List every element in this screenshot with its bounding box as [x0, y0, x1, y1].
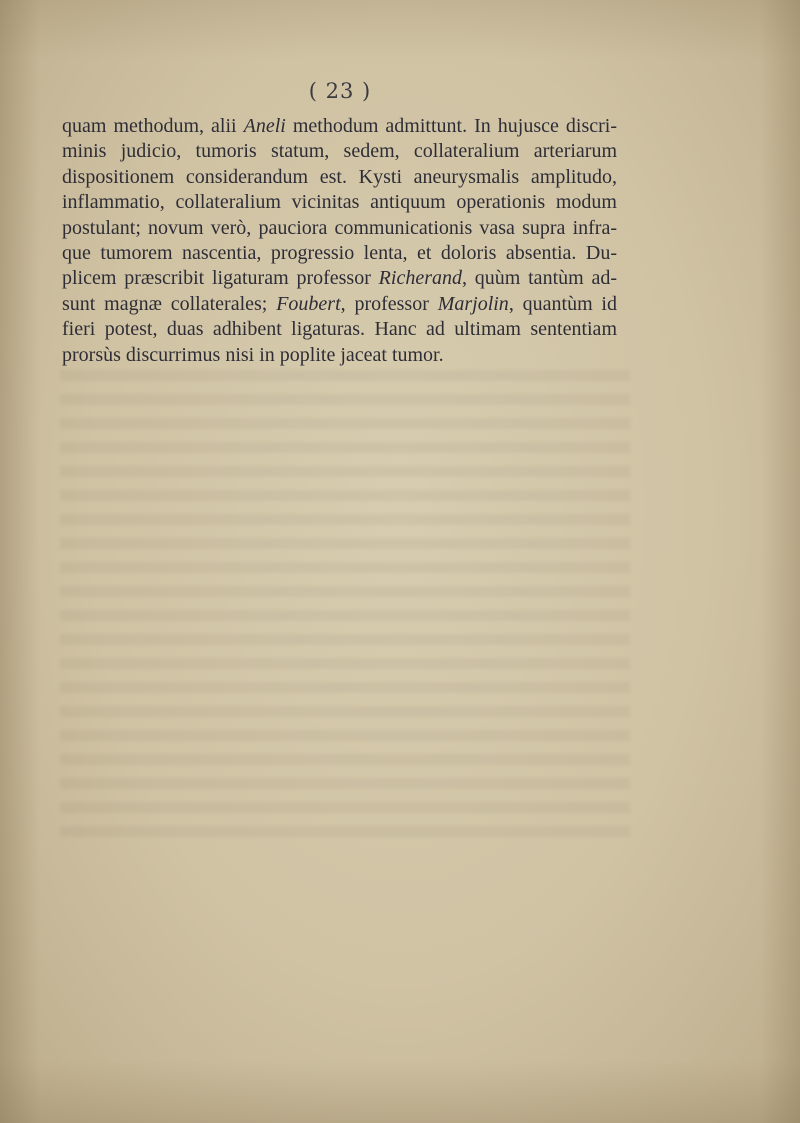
text-segment: quam methodum, alii [62, 115, 244, 137]
italic-name: Foubert [276, 292, 341, 315]
text-segment: inflammatio, collateralium vicinitas antiquum operationis modum [62, 191, 617, 214]
text-segment: , professor [340, 292, 438, 315]
text-line [62, 190, 617, 215]
show-through-bleed [60, 370, 630, 840]
text-line [62, 139, 617, 164]
body-text [62, 114, 617, 368]
page-number: ( 23 ) [308, 79, 372, 103]
text-segment: sunt magnæ collaterales; [62, 292, 277, 315]
text-line [62, 343, 617, 368]
text-segment: plicem præscribit ligaturam professor [62, 267, 379, 290]
text-line [62, 114, 617, 139]
text-line [62, 241, 617, 266]
text-line [62, 317, 617, 342]
text-line [62, 292, 617, 317]
italic-name: Marjolin [437, 292, 509, 315]
text-segment: methodum admittunt. In hujusce discri- [285, 115, 617, 137]
text-segment: , quantùm id [508, 292, 617, 315]
text-segment: dispositionem considerandum est. Kysti aneurysmalis amplitudo, [62, 165, 617, 188]
text-segment: minis judicio, tumoris statum, sedem, collateralium arteriarum [62, 140, 617, 163]
text-segment: que tumorem nascentia, progressio lenta, et doloris absentia. Du- [62, 241, 617, 264]
text-line [62, 216, 617, 241]
text-segment: fieri potest, duas adhibent ligaturas. Hanc ad ultimam sententiam [62, 318, 617, 341]
italic-name: Aneli [243, 115, 286, 137]
text-line [62, 266, 617, 291]
text-line [62, 165, 617, 190]
text-segment: prorsùs discurrimus nisi in poplite jaceat tumor. [62, 343, 444, 366]
italic-name: Richerand [378, 267, 462, 290]
text-segment: , quùm tantùm ad- [461, 267, 618, 290]
text-segment: postulant; novum verò, pauciora communicationis vasa supra infra- [62, 216, 617, 239]
